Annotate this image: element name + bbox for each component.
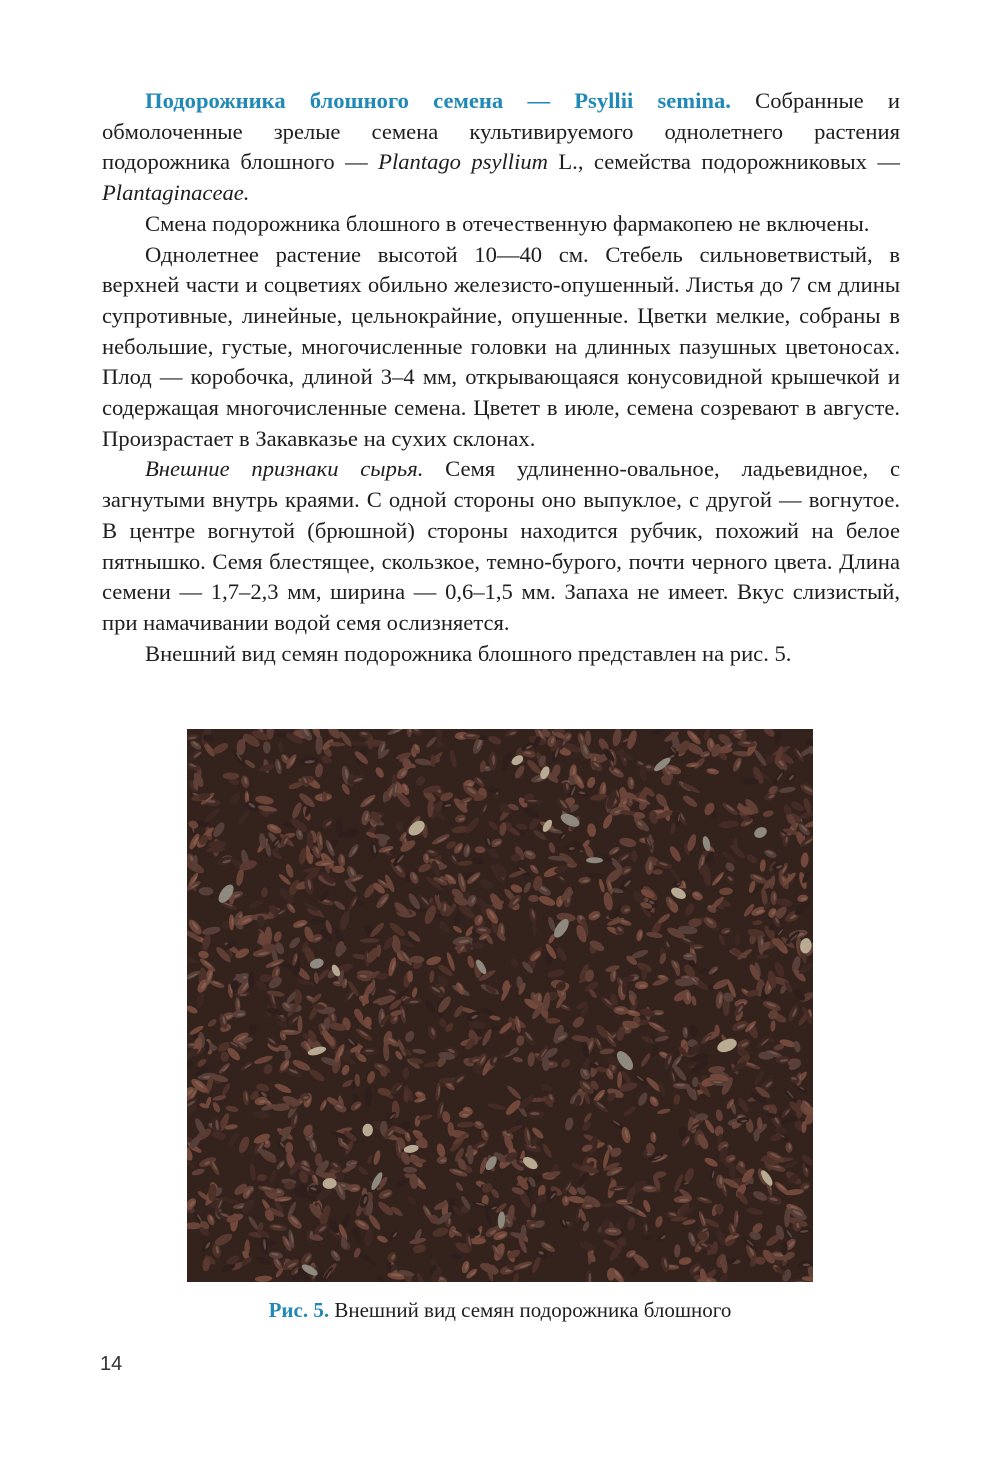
paragraph-description: Однолетнее растение высотой 10—40 см. Стебель сильноветвистый, в верхней части и соцветиях обильно железисто-опушенный. Листья до 7 см длины супротивные, линейные, цельнокрайние, опушенные. Цветки мелкие, собраны в небольшие, густые, многочисленные головки на длинных пазушных цветоносах. Плод — коробочка, длиной 3–4 мм, открывающаяся конусовидной крышечкой и содержащая многочисленные семена. Цветет в июле, семена созревают в августе. Произрастает в Закавказье на сухих склонах. <box>102 241 900 451</box>
main-text <box>102 86 900 669</box>
seeds-illustration <box>187 729 813 1282</box>
figure-caption-text: Внешний вид семян подорожника блошного <box>329 1298 732 1322</box>
figure-caption <box>0 1296 1000 1324</box>
figure-label: Рис. 5. <box>268 1298 330 1322</box>
plant-latin-name: Plantago psyllium <box>378 149 548 175</box>
paragraph-external-features <box>102 454 900 638</box>
paragraph-figure-reference: Внешний вид семян подорожника блошного представлен на рис. 5. <box>145 640 792 666</box>
external-features-text: Семя удлиненно-овальное, ладьевидное, с загнутыми внутрь краями. С одной стороны оно выпуклое, с другой — вогнутое. В центре вогнутой (брюшной) стороны находится рубчик, похожий на белое пятнышко. Семя блестящее, скользкое, темно-бурого, почти черного цвета. Длина семени — 1,7–2,3 мм, ширина — 0,6–1,5 мм. Запаха не имеет. Вкус слизистый, при намачивании водой семя ослизняется. <box>102 456 900 635</box>
intro-text-1: Собранные и обмолоченные зрелые семена культивируемого однолетнего растения подорожника блошного — <box>102 88 901 175</box>
paragraph-pharmacopoeia: Смена подорожника блошного в отечественную фармакопею не включены. <box>145 210 870 236</box>
article-title-latin: Psyllii semina. <box>574 88 731 113</box>
article-title: Подорожника блошного семена — <box>145 88 575 113</box>
family-latin-name: Plantaginaceae. <box>102 180 250 206</box>
paragraph-intro <box>102 86 900 209</box>
external-features-label: Внешние признаки сырья. <box>145 456 424 482</box>
page-number: 14 <box>100 1353 123 1375</box>
intro-text-2: L., семейства подорожниковых — <box>547 149 900 175</box>
seeds-photo <box>187 729 813 1282</box>
